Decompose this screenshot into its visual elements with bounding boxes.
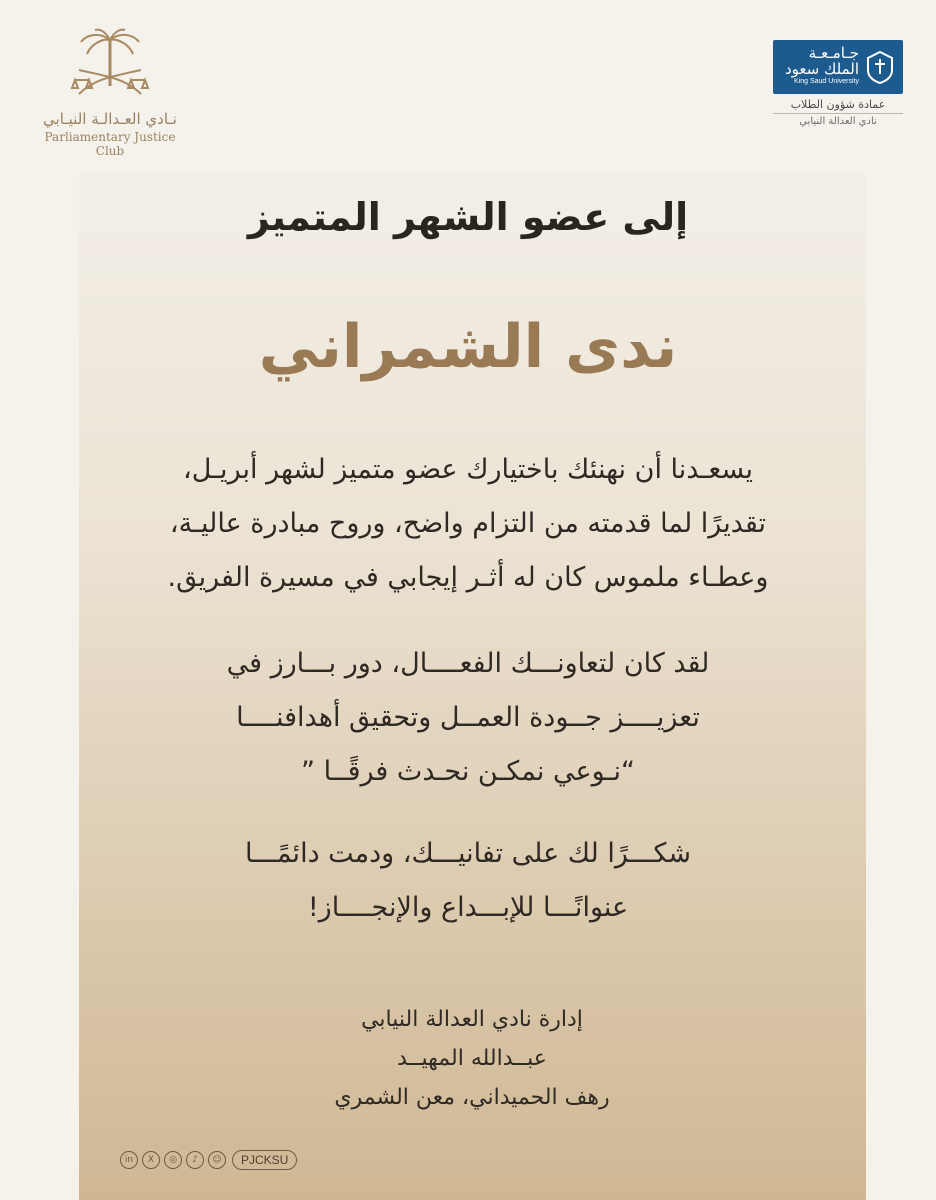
university-name-ar: [779, 45, 859, 77]
club-name-ar: نـادي العـدالـة النيـابي: [43, 110, 177, 128]
club-name-en: Parliamentary Justice Club: [44, 130, 176, 158]
signature-line: عبــدالله المهيــد: [397, 1046, 547, 1071]
paragraph-cooperation: [150, 637, 786, 799]
paragraph-line: “نـوعي نمكـن نحـدث فرقًــا ”: [301, 756, 635, 787]
signature-block: [250, 1000, 694, 1117]
instagram-icon[interactable]: ◎: [164, 1151, 182, 1169]
university-name-ar-line2: الملك سعود: [784, 60, 859, 78]
university-name-ar-line1: جـامـعـة: [808, 44, 859, 62]
paragraph-line: لقد كان لتعاونـــك الفعــــال، دور بـــارز في: [226, 648, 710, 679]
university-name-en: King Saud University: [794, 78, 859, 85]
university-logo: [773, 40, 908, 140]
university-logo-box: [773, 40, 903, 94]
paragraph-line: وعطـاء ملموس كان له أثـر إيجابي في مسيرة الفريق.: [167, 562, 769, 593]
paragraph-line: تعزيــــز جــودة العمــل وتحقيق أهدافنــــا: [236, 702, 700, 733]
page-title: إلى عضو الشهر المتميز: [247, 195, 689, 239]
tiktok-icon[interactable]: ♪: [186, 1151, 204, 1169]
signature-line: إدارة نادي العدالة النيابي: [361, 1007, 583, 1032]
social-links: [120, 1150, 297, 1170]
club-logo: [30, 28, 190, 158]
signature-line: رهف الحميداني، معن الشمري: [334, 1085, 610, 1110]
x-icon[interactable]: X: [142, 1151, 160, 1169]
paragraph-line: تقديرًا لما قدمته من التزام واضح، وروح مبادرة عاليـة،: [169, 508, 767, 539]
paragraph-line: عنوانًـــا للإبـــداع والإنجــــاز!: [307, 892, 629, 923]
paragraph-line: شكـــرًا لك على تفانيـــك، ودمت دائمًـــا: [244, 838, 691, 869]
snapchat-icon[interactable]: ☺: [208, 1151, 226, 1169]
deanship-label: عمادة شؤون الطلاب: [790, 98, 886, 111]
social-handle[interactable]: PJCKSU: [232, 1150, 297, 1170]
paragraph-line: يسعـدنا أن نهنئك باختيارك عضو متميز لشهر أبريـل،: [182, 454, 753, 485]
paragraph-thanks: [150, 827, 786, 935]
divider: [773, 113, 903, 114]
university-seal-icon: [865, 50, 895, 84]
paragraph-congrats: [150, 443, 786, 605]
palm-swords-scales-icon: [65, 28, 155, 108]
member-name: ندى الشمراني: [258, 312, 678, 382]
linkedin-icon[interactable]: in: [120, 1151, 138, 1169]
club-label-small: نادي العدالة النيابي: [799, 116, 877, 127]
